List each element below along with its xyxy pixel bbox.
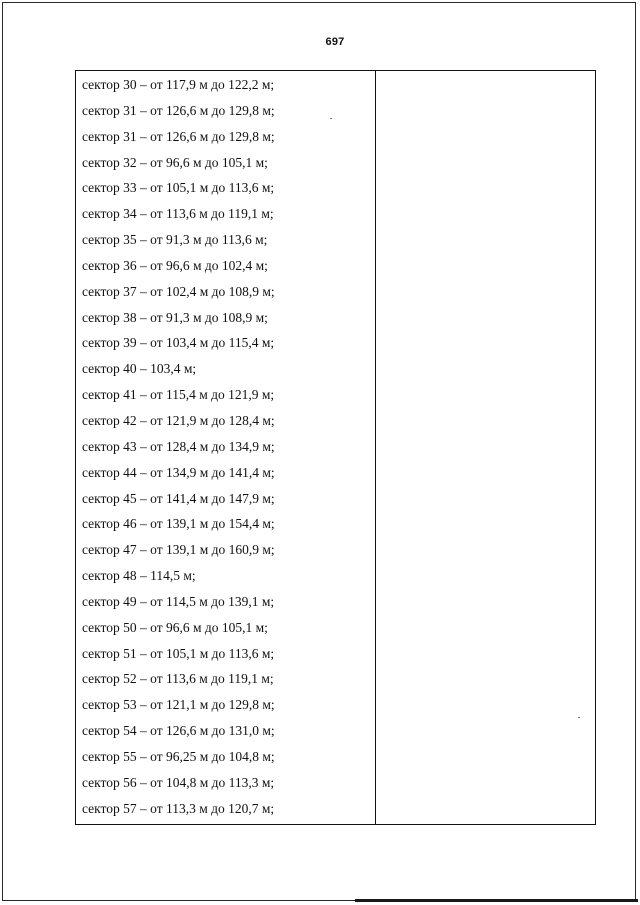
scan-speck [578,717,580,718]
page-number: 697 [325,36,345,48]
table-row: сектор 39 – от 103,4 м до 115,4 м; [82,335,275,351]
table-row: сектор 32 – от 96,6 м до 105,1 м; [82,154,268,170]
sector-table [75,70,596,825]
table-row: сектор 30 – от 117,9 м до 122,2 м; [82,77,275,92]
table-row: сектор 42 – от 121,9 м до 128,4 м; [82,412,275,428]
table-row: сектор 46 – от 139,1 м до 154,4 м; [82,516,275,532]
scan-speck [330,118,332,119]
table-row: сектор 44 – от 134,9 м до 141,4 м; [82,464,275,480]
table-row: сектор 31 – от 126,6 м до 129,8 м; [82,102,275,118]
table-row: сектор 56 – от 104,8 м до 113,3 м; [82,774,275,790]
table-row: сектор 45 – от 141,4 м до 147,9 м; [82,490,275,506]
sector-list [82,74,372,823]
table-row: сектор 51 – от 105,1 м до 113,6 м; [82,645,275,661]
table-row: сектор 34 – от 113,6 м до 119,1 м; [82,206,274,222]
table-row: сектор 49 – от 114,5 м до 139,1 м; [82,593,275,609]
column-divider [375,71,376,824]
table-row: сектор 54 – от 126,6 м до 131,0 м; [82,723,275,739]
table-row: сектор 57 – от 113,3 м до 120,7 м; [82,800,275,816]
table-row: сектор 53 – от 121,1 м до 129,8 м; [82,697,275,713]
table-row: сектор 52 – от 113,6 м до 119,1 м; [82,671,274,687]
table-row: сектор 41 – от 115,4 м до 121,9 м; [82,387,275,403]
table-row: сектор 37 – от 102,4 м до 108,9 м; [82,283,275,299]
table-row: сектор 38 – от 91,3 м до 108,9 м; [82,309,268,325]
table-row: сектор 47 – от 139,1 м до 160,9 м; [82,542,275,558]
table-row: сектор 31 – от 126,6 м до 129,8 м; [82,128,275,144]
table-row: сектор 55 – от 96,25 м до 104,8 м; [82,748,275,764]
table-row: сектор 33 – от 105,1 м до 113,6 м; [82,180,275,196]
scan-edge [355,899,638,902]
table-row: сектор 35 – от 91,3 м до 113,6 м; [82,232,268,248]
table-row: сектор 43 – от 128,4 м до 134,9 м; [82,438,275,454]
table-row: сектор 48 – 114,5 м; [82,568,196,584]
table-row: сектор 36 – от 96,6 м до 102,4 м; [82,257,268,273]
table-row: сектор 50 – от 96,6 м до 105,1 м; [82,619,268,635]
table-row: сектор 40 – 103,4 м; [82,361,197,377]
